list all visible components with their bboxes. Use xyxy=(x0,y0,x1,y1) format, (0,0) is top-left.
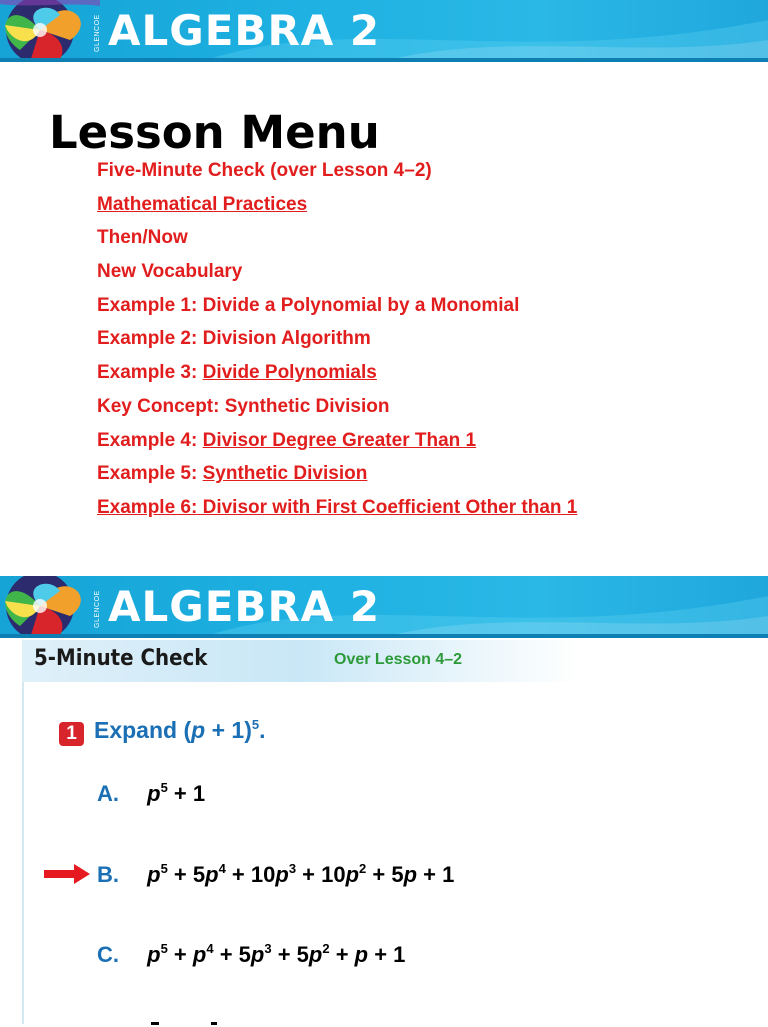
term-variable: p xyxy=(147,942,161,967)
question-part: + 1) xyxy=(205,717,252,743)
term-coefficient: + 5 xyxy=(167,862,206,887)
option-expression xyxy=(147,781,205,806)
menu-item-link[interactable]: Synthetic Division xyxy=(202,463,368,485)
menu-item-text[interactable]: Then/Now xyxy=(97,227,188,249)
term-variable: p xyxy=(345,862,360,887)
menu-item-example-5[interactable] xyxy=(97,460,577,494)
menu-item-new-vocabulary[interactable] xyxy=(97,258,577,292)
term-variable: p xyxy=(250,942,265,967)
option-expression xyxy=(147,862,454,887)
term-variable: p xyxy=(147,781,161,806)
menu-item-link[interactable]: Divisor Degree Greater Than 1 xyxy=(202,429,477,451)
menu-item-example-6[interactable] xyxy=(97,494,577,528)
question-part: . xyxy=(259,717,266,743)
term-coefficient: + 1 xyxy=(167,781,206,806)
question-variable: p xyxy=(191,717,206,743)
menu-item-text[interactable]: Example 1: Divide a Polynomial by a Monomial xyxy=(97,294,520,316)
lesson-menu-list xyxy=(97,157,577,528)
term-coefficient: + xyxy=(329,942,355,967)
menu-item-example-1[interactable] xyxy=(97,292,577,326)
menu-item-prefix: Example 3: xyxy=(97,362,203,384)
term-exponent: 4 xyxy=(206,941,214,956)
menu-item-text[interactable]: New Vocabulary xyxy=(97,261,243,283)
answer-option-b[interactable] xyxy=(97,862,454,888)
term-coefficient: + 5 xyxy=(271,942,309,967)
banner-bottom-line xyxy=(0,634,768,638)
cut-off-option-d-partial xyxy=(151,1019,241,1027)
term-exponent: 2 xyxy=(322,941,330,956)
term-coefficient: + 1 xyxy=(368,942,406,967)
menu-item-example-4[interactable] xyxy=(97,427,577,461)
menu-item-text[interactable]: Key Concept: Synthetic Division xyxy=(97,395,390,417)
publisher-brand: GLENCOE xyxy=(94,14,101,52)
menu-item-text[interactable]: Five-Minute Check (over Lesson 4–2) xyxy=(97,160,432,181)
menu-item-then-now[interactable] xyxy=(97,224,577,258)
correct-answer-arrow-icon xyxy=(44,864,90,884)
term-exponent: 3 xyxy=(288,861,297,876)
menu-item-text[interactable]: Example 2: Division Algorithm xyxy=(97,328,371,350)
menu-item-link[interactable]: Divide Polynomials xyxy=(202,362,377,384)
menu-item-five-minute-check[interactable] xyxy=(97,157,577,191)
menu-item-key-concept[interactable] xyxy=(97,393,577,427)
term-exponent: 3 xyxy=(264,941,272,956)
term-variable: p xyxy=(403,862,418,887)
question-number-badge: 1 xyxy=(59,722,84,746)
option-letter: C. xyxy=(97,942,119,967)
term-coefficient: + 1 xyxy=(417,862,455,887)
menu-item-example-3[interactable] xyxy=(97,359,577,393)
term-variable: p xyxy=(147,862,161,887)
question-text xyxy=(94,717,265,744)
publisher-brand: GLENCOE xyxy=(94,590,101,628)
option-expression xyxy=(147,942,405,967)
term-exponent: 5 xyxy=(160,861,168,876)
term-variable: p xyxy=(205,862,219,887)
banner-second xyxy=(0,576,768,638)
over-lesson-label: Over Lesson 4–2 xyxy=(334,651,463,668)
term-coefficient: + 5 xyxy=(366,862,404,887)
term-exponent: 4 xyxy=(218,861,226,876)
section-title: 5-Minute Check xyxy=(34,646,208,671)
banner-title: ALGEBRA 2 xyxy=(108,6,381,55)
question-part: Expand ( xyxy=(94,717,192,743)
menu-item-link[interactable]: Example 6: Divisor with First Coefficient Other than 1 xyxy=(97,496,578,518)
option-letter: B. xyxy=(97,862,119,887)
menu-item-example-2[interactable] xyxy=(97,325,577,359)
lesson-menu-title: Lesson Menu xyxy=(49,106,380,159)
left-divider xyxy=(22,682,24,1024)
menu-item-link[interactable]: Mathematical Practices xyxy=(97,193,308,215)
banner-top xyxy=(0,0,768,62)
banner-title: ALGEBRA 2 xyxy=(108,582,381,631)
swirl-logo-icon xyxy=(0,576,100,638)
menu-item-prefix: Example 4: xyxy=(97,429,203,451)
term-coefficient: + 10 xyxy=(225,862,276,887)
term-variable: p xyxy=(354,942,369,967)
term-variable: p xyxy=(308,942,323,967)
term-exponent: 5 xyxy=(160,780,168,795)
banner-bottom-line xyxy=(0,58,768,62)
term-variable: p xyxy=(275,862,289,887)
answer-option-c[interactable] xyxy=(97,942,405,968)
answer-option-a[interactable] xyxy=(97,781,205,807)
term-exponent: 5 xyxy=(160,941,168,956)
menu-item-mathematical-practices[interactable] xyxy=(97,191,577,225)
term-coefficient: + 10 xyxy=(296,862,346,887)
term-exponent: 2 xyxy=(359,861,367,876)
question-exponent: 5 xyxy=(251,717,260,732)
option-letter: A. xyxy=(97,781,119,806)
term-coefficient: + 5 xyxy=(213,942,251,967)
menu-item-prefix: Example 5: xyxy=(97,463,203,485)
term-variable: p xyxy=(192,942,207,967)
swirl-logo-icon xyxy=(0,0,100,62)
term-coefficient: + xyxy=(167,942,193,967)
